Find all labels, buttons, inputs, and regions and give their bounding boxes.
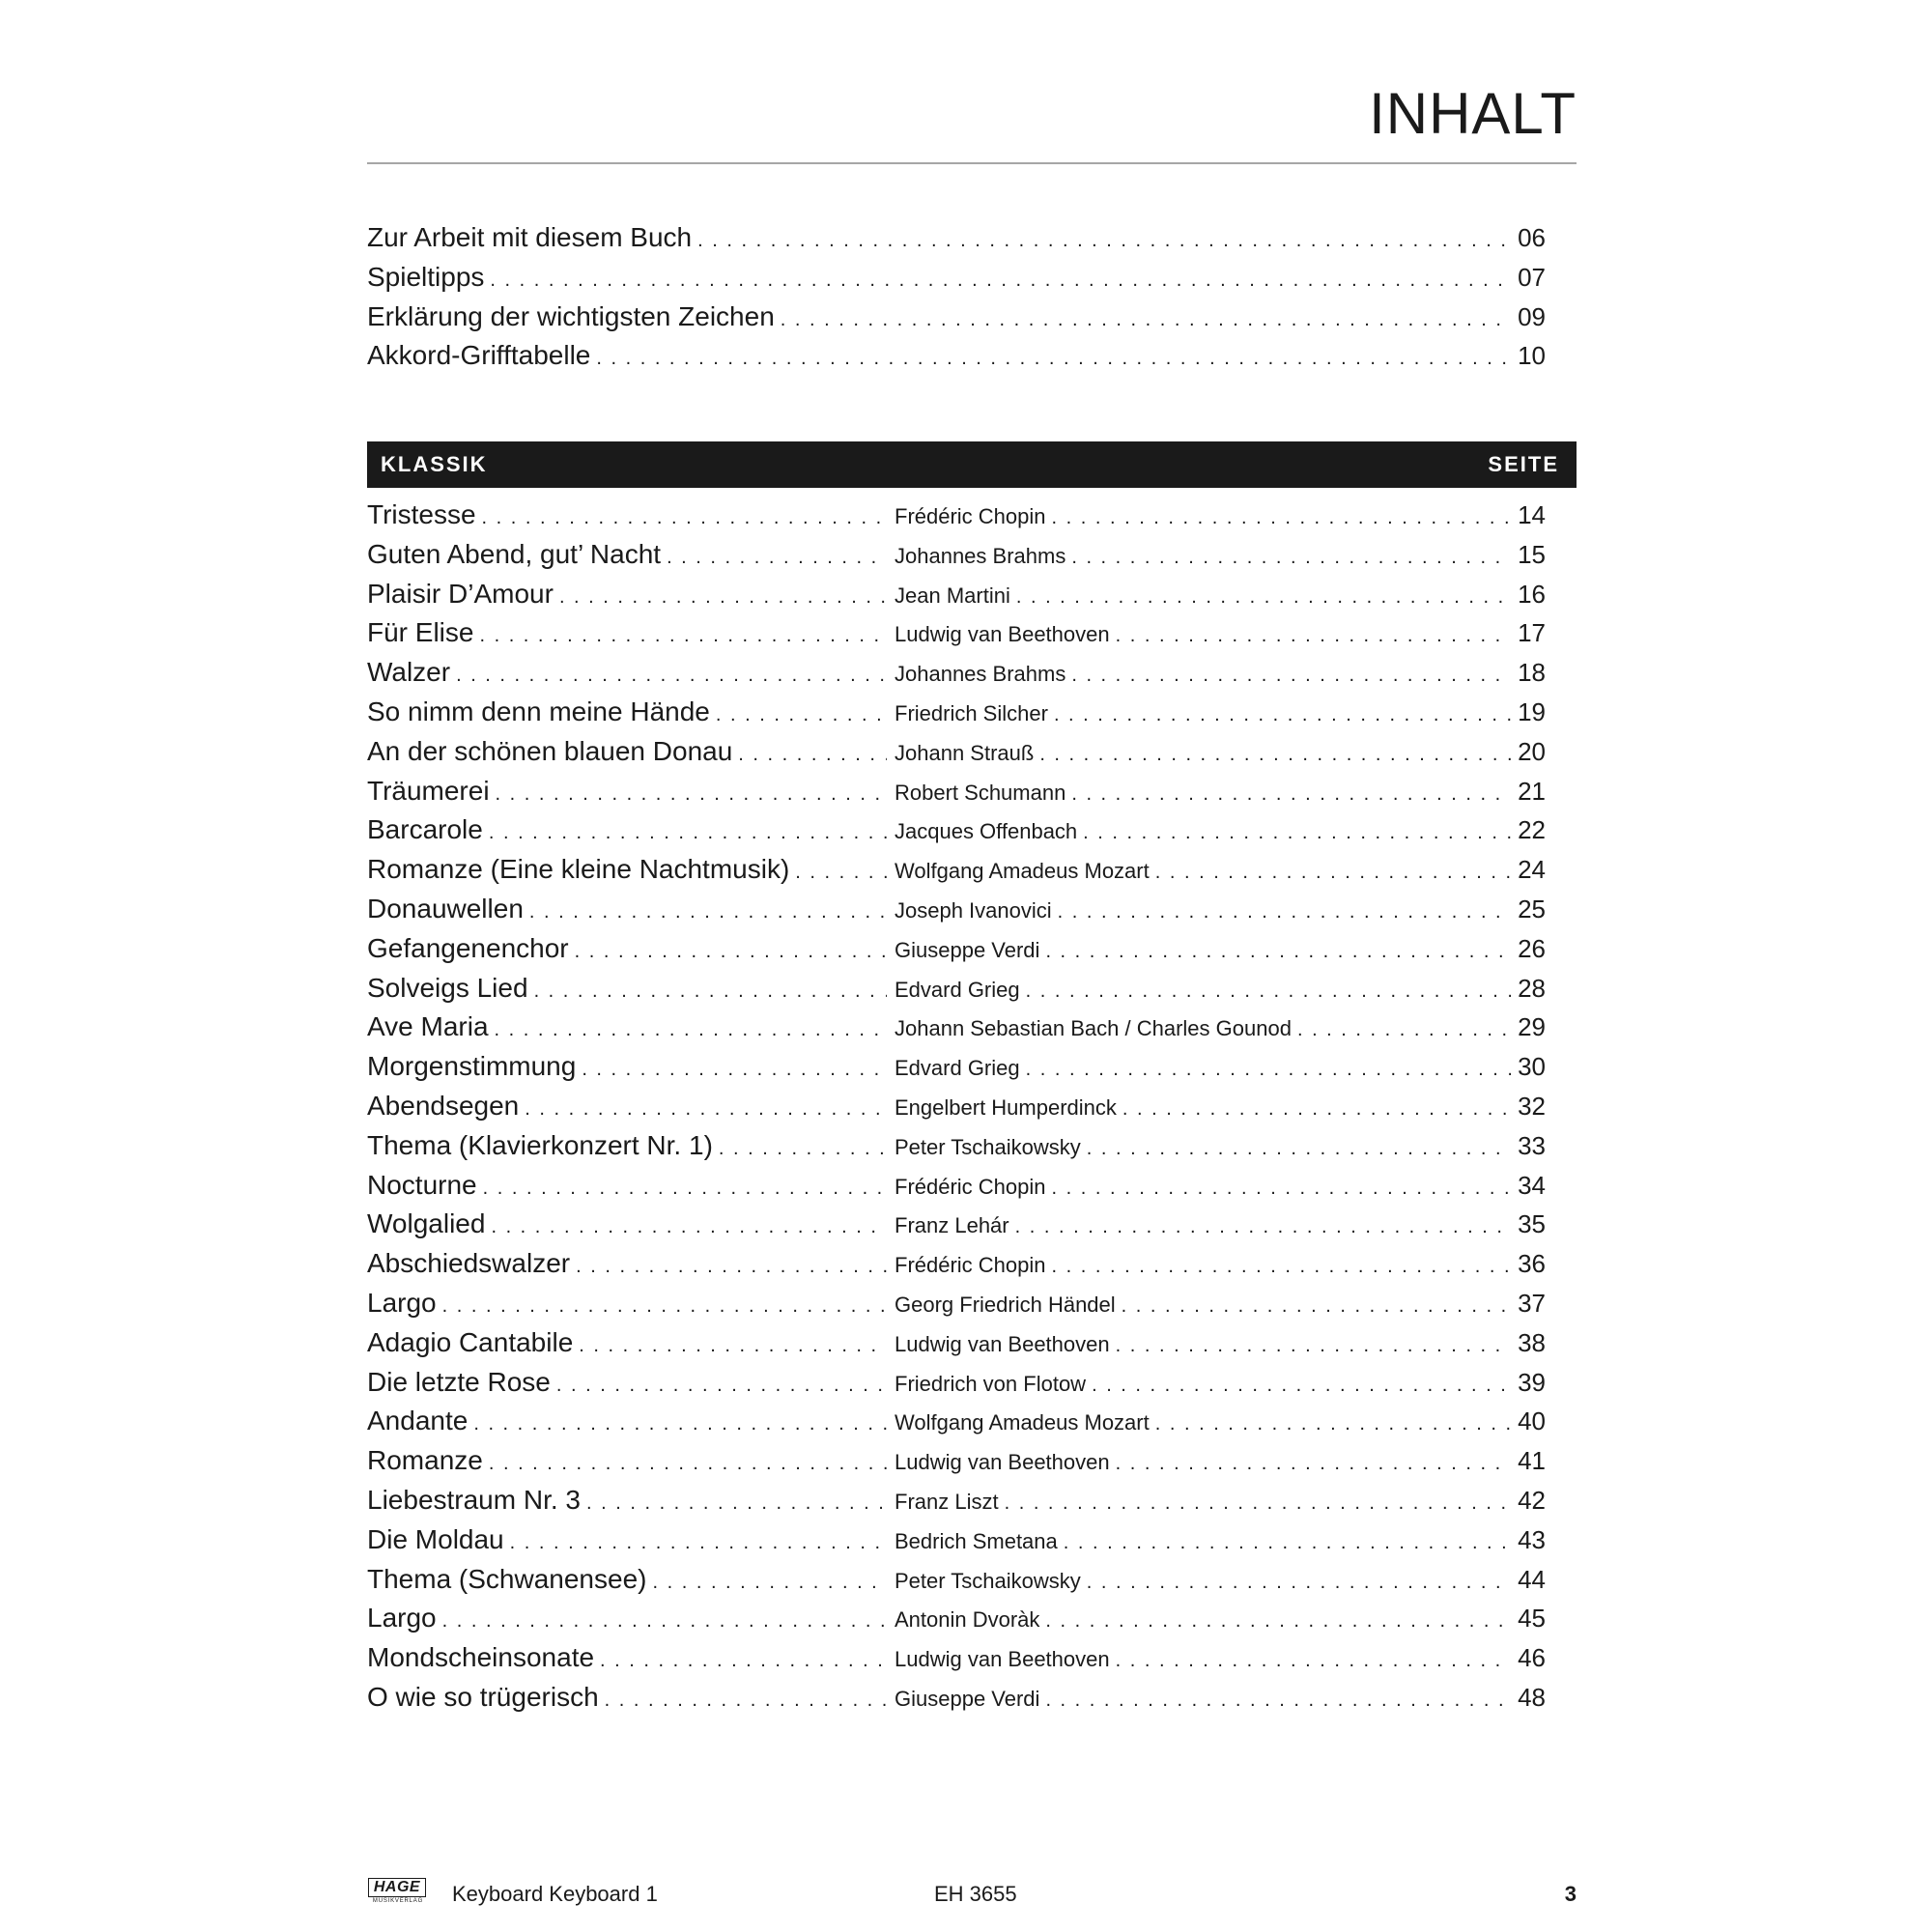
toc-entry-page: 14 [1518,500,1546,529]
toc-entry-page: 24 [1518,855,1546,885]
toc-composer-column [895,1490,1517,1515]
toc-entry-composer: Edvard Grieg [895,1056,1020,1081]
toc-entry-composer: Johann Sebastian Bach / Charles Gounod [895,1016,1292,1041]
dot-leader [1039,744,1511,766]
toc-entry-title: Gefangenenchor [367,932,569,963]
toc-entry-page: 41 [1518,1446,1546,1476]
dot-leader [586,1492,887,1515]
toc-entry [367,1248,1546,1288]
toc-entry-page: 17 [1518,618,1546,648]
toc-entry-composer: Peter Tschaikowsky [895,1134,1081,1159]
section-page-label: SEITE [1488,452,1559,476]
toc-composer-column [895,1647,1517,1672]
toc-entry [367,1288,1546,1327]
toc-entry-page: 26 [1518,933,1546,963]
dot-leader [1064,1532,1511,1554]
toc-entry-page: 07 [1518,262,1546,292]
title-divider [367,162,1577,164]
toc-entry [367,1130,1546,1170]
toc-composer-column [895,1056,1517,1081]
toc-entry-composer: Ludwig van Beethoven [895,622,1110,647]
dot-leader [697,230,1511,252]
dot-leader [1297,1019,1511,1041]
toc-title-column [367,1642,895,1673]
dot-leader [1092,1375,1511,1397]
dot-leader [456,665,887,687]
dot-leader [496,783,887,806]
dot-leader [489,822,887,844]
toc-composer-column [895,741,1517,766]
toc-composer-column [895,781,1517,806]
toc-entry [367,814,1546,854]
toc-entry-title: Liebestraum Nr. 3 [367,1484,581,1515]
toc-title-column [367,1682,895,1713]
toc-entry-composer: Frédéric Chopin [895,1174,1046,1199]
toc-entry-composer: Jacques Offenbach [895,819,1078,844]
toc-entry-composer: Joseph Ivanovici [895,897,1052,923]
dot-leader [1087,1138,1511,1160]
dot-leader [1054,704,1511,726]
dot-leader [559,586,887,609]
dot-leader [534,980,887,1003]
toc-title-column [367,1051,895,1082]
toc-entry-page: 38 [1518,1327,1546,1357]
toc-entry [367,1682,1546,1721]
toc-entry-page: 06 [1518,223,1546,252]
toc-title-column [367,1603,895,1634]
toc-entry [367,657,1546,696]
dot-leader [510,1532,887,1554]
toc-entry-page: 34 [1518,1170,1546,1200]
toc-entry [367,301,1546,341]
toc-entry-page: 44 [1518,1564,1546,1594]
toc-entry-composer: Antonin Dvoràk [895,1607,1040,1633]
toc-title-column [367,1170,895,1201]
toc-entry-composer: Frédéric Chopin [895,504,1046,528]
toc-entry-title: So nimm denn meine Hände [367,696,710,726]
toc-title-column [367,1248,895,1279]
toc-title-column [367,1406,895,1436]
toc-title-column [367,894,895,924]
toc-entry [367,1170,1546,1209]
toc-title-column [367,1564,895,1595]
toc-entry-composer: Franz Liszt [895,1489,999,1514]
dot-leader [1116,1453,1511,1475]
dot-leader [1071,783,1511,806]
dot-leader [1122,1295,1511,1318]
toc-composer-column [895,622,1517,647]
toc-entry-composer: Jean Martini [895,582,1010,608]
toc-title-column [367,814,895,845]
toc-entry-page: 43 [1518,1524,1546,1554]
dot-leader [1015,1216,1511,1238]
toc-entry-composer: Ludwig van Beethoven [895,1331,1110,1356]
toc-entry-page: 21 [1518,776,1546,806]
toc-entry-title: Abschiedswalzer [367,1248,571,1279]
toc-entry-title: Andante [367,1406,469,1436]
dot-leader [495,1019,887,1041]
toc-entry-page: 22 [1518,815,1546,845]
footer-book-title: Keyboard Keyboard 1 [452,1882,658,1906]
toc-composer-column [895,898,1517,923]
toc-title-column [367,657,895,688]
toc-entry-page: 09 [1518,301,1546,331]
toc-entry-page: 40 [1518,1406,1546,1436]
toc-title-column [367,933,895,964]
toc-composer-column [895,1016,1517,1041]
toc-entry [367,1406,1546,1445]
toc-entry-title: Barcarole [367,814,483,845]
toc-entry [367,1445,1546,1485]
dot-leader [491,1216,887,1238]
dot-leader [479,625,887,647]
toc-entry [367,340,1546,380]
toc-composer-column [895,1175,1517,1200]
dot-leader [1071,665,1511,687]
toc-title-column [367,854,895,885]
dot-leader [1005,1492,1511,1515]
toc-entry [367,736,1546,776]
toc-entry-title: Erklärung der wichtigsten Zeichen [367,300,775,331]
toc-title-column [367,1327,895,1358]
toc-entry [367,1485,1546,1524]
toc-title-column [367,1445,895,1476]
toc-composer-column [895,978,1517,1003]
toc-entry-composer: Peter Tschaikowsky [895,1568,1081,1593]
toc-composer-column [895,1095,1517,1121]
toc-entry [367,617,1546,657]
toc-composer-column [895,819,1517,844]
toc-entry [367,499,1546,539]
toc-entry-composer: Johannes Brahms [895,662,1066,687]
toc-entry-composer: Robert Schumann [895,780,1066,805]
toc-entry-composer: Edvard Grieg [895,977,1020,1002]
toc-entry [367,1208,1546,1248]
toc-entry-composer: Wolfgang Amadeus Mozart [895,859,1150,884]
toc-title-column [367,1208,895,1239]
toc-composer-column [895,1293,1517,1318]
toc-composer-column [895,701,1517,726]
dot-leader [1116,1650,1511,1672]
intro-toc-list [367,222,1546,380]
section-label: KLASSIK [381,452,488,476]
toc-composer-column [895,938,1517,963]
page-title: INHALT [1369,81,1577,146]
dot-leader [1045,1610,1511,1633]
toc-title-column [367,579,895,610]
toc-entry-title: Romanze (Eine kleine Nachtmusik) [367,854,790,885]
toc-entry-title: Largo [367,1603,437,1634]
toc-title-column [367,1524,895,1555]
toc-entry-page: 28 [1518,973,1546,1003]
toc-entry-title: Die Moldau [367,1523,504,1554]
toc-entry-title: Träumerei [367,775,490,806]
toc-entry [367,1367,1546,1406]
dot-leader [482,507,887,529]
dot-leader [1045,1690,1511,1712]
section-header-klassik [367,441,1577,488]
toc-entry-title: Spieltipps [367,261,485,292]
dot-leader [596,348,1511,370]
toc-entry-title: Nocturne [367,1169,477,1200]
dot-leader [719,1138,887,1160]
toc-composer-column [895,583,1517,609]
toc-entry-page: 46 [1518,1643,1546,1673]
toc-composer-column [895,1607,1517,1633]
klassik-toc-list [367,499,1546,1721]
toc-entry-page: 35 [1518,1209,1546,1239]
toc-composer-column [895,1332,1517,1357]
toc-title-column [367,1091,895,1122]
toc-title-column [367,1367,895,1398]
dot-leader [1155,862,1511,884]
footer-catalog-code: EH 3655 [934,1882,1017,1906]
dot-leader [1071,547,1511,569]
toc-entry-title: Ave Maria [367,1011,489,1042]
toc-composer-column [895,1135,1517,1160]
dot-leader [667,547,887,569]
dot-leader [1052,1256,1511,1278]
toc-composer-column [895,1529,1517,1554]
toc-composer-column [895,859,1517,884]
toc-entry-composer: Friedrich Silcher [895,700,1048,725]
toc-title-column [367,617,895,648]
dot-leader [576,1256,887,1278]
dot-leader [738,744,887,766]
toc-entry-page: 36 [1518,1249,1546,1279]
toc-entry-page: 42 [1518,1485,1546,1515]
toc-entry-page: 30 [1518,1052,1546,1082]
dot-leader [1052,507,1511,529]
dot-leader [1087,1572,1511,1594]
dot-leader [483,1178,887,1200]
toc-entry [367,1011,1546,1051]
toc-entry-title: Mondscheinsonate [367,1642,595,1673]
toc-entry-title: Abendsegen [367,1090,520,1121]
toc-entry-title: Thema (Schwanensee) [367,1563,647,1594]
toc-entry-page: 25 [1518,894,1546,923]
dot-leader [489,1453,887,1475]
toc-entry-title: Für Elise [367,617,474,648]
toc-entry-title: Adagio Cantabile [367,1326,574,1357]
dot-leader [582,1059,887,1081]
toc-entry-title: Largo [367,1287,437,1318]
dot-leader [716,704,887,726]
toc-entry-page: 16 [1518,579,1546,609]
toc-entry-title: Akkord-Grifftabelle [367,340,591,371]
toc-entry-composer: Johann Strauß [895,740,1035,765]
toc-entry [367,262,1546,301]
toc-entry-title: Zur Arbeit mit diesem Buch [367,222,693,252]
toc-entry [367,1603,1546,1642]
toc-entry-page: 29 [1518,1012,1546,1042]
toc-entry [367,696,1546,736]
dot-leader [1052,1178,1511,1200]
toc-entry [367,1091,1546,1130]
toc-entry-title: Wolgalied [367,1208,486,1239]
toc-entry-title: Morgenstimmung [367,1051,577,1082]
toc-composer-column [895,1450,1517,1475]
dot-leader [579,1335,887,1357]
toc-entry-page: 20 [1518,736,1546,766]
toc-composer-column [895,1569,1517,1594]
toc-entry-title: An der schönen blauen Donau [367,735,733,766]
toc-composer-column [895,1687,1517,1712]
toc-entry-title: Thema (Klavierkonzert Nr. 1) [367,1129,713,1160]
toc-composer-column [895,1253,1517,1278]
dot-leader [525,1098,887,1121]
toc-entry-composer: Frédéric Chopin [895,1253,1046,1278]
toc-entry-title: O wie so trügerisch [367,1681,599,1712]
dot-leader [473,1413,887,1435]
toc-entry-title: Donauwellen [367,893,524,923]
toc-entry [367,1327,1546,1367]
toc-entry-page: 37 [1518,1288,1546,1318]
toc-entry-composer: Georg Friedrich Händel [895,1292,1116,1317]
dot-leader [1026,1059,1511,1081]
toc-entry [367,1564,1546,1604]
toc-entry-page: 18 [1518,658,1546,688]
toc-title-column [367,1288,895,1319]
toc-entry-composer: Ludwig van Beethoven [895,1647,1110,1672]
page-footer [367,1878,1577,1913]
dot-leader [442,1295,887,1318]
dot-leader [1016,586,1511,609]
toc-entry [367,222,1546,262]
toc-entry-title: Die letzte Rose [367,1366,551,1397]
toc-title-column [367,499,895,530]
dot-leader [1116,1335,1511,1357]
toc-entry-composer: Franz Lehár [895,1213,1009,1238]
publisher-logo-word: HAGE [368,1878,426,1897]
dot-leader [1155,1413,1511,1435]
toc-title-column [367,1485,895,1516]
toc-entry-page: 45 [1518,1604,1546,1634]
toc-entry [367,1051,1546,1091]
dot-leader [442,1610,887,1633]
toc-entry [367,894,1546,933]
toc-entry-composer: Ludwig van Beethoven [895,1450,1110,1475]
toc-composer-column [895,1372,1517,1397]
dot-leader [490,270,1511,292]
toc-entry [367,579,1546,618]
dot-leader [1045,941,1511,963]
toc-entry-page: 48 [1518,1682,1546,1712]
toc-entry-page: 33 [1518,1130,1546,1160]
dot-leader [795,862,887,884]
toc-entry-composer: Giuseppe Verdi [895,937,1040,962]
toc-entry-title: Tristesse [367,499,476,529]
toc-entry [367,1524,1546,1564]
toc-title-column [367,1011,895,1042]
toc-entry-page: 39 [1518,1367,1546,1397]
dot-leader [1116,625,1511,647]
publisher-logo-subtext: MUSIKVERLAG [372,1898,424,1904]
toc-entry [367,539,1546,579]
dot-leader [556,1375,887,1397]
footer-page-number: 3 [1564,1882,1577,1906]
toc-title-column [367,1130,895,1161]
dot-leader [600,1650,887,1672]
toc-entry-title: Guten Abend, gut’ Nacht [367,538,662,569]
toc-entry-title: Solveigs Lied [367,972,528,1003]
toc-entry-composer: Giuseppe Verdi [895,1686,1040,1711]
toc-entry-title: Walzer [367,657,451,688]
toc-entry-composer: Wolfgang Amadeus Mozart [895,1410,1150,1435]
toc-entry [367,1642,1546,1682]
toc-entry-composer: Engelbert Humperdinck [895,1094,1117,1120]
dot-leader [605,1690,887,1712]
toc-entry-composer: Bedrich Smetana [895,1528,1058,1553]
toc-composer-column [895,504,1517,529]
dot-leader [529,901,887,923]
toc-entry-page: 15 [1518,539,1546,569]
dot-leader [575,941,887,963]
dot-leader [652,1572,887,1594]
toc-entry [367,776,1546,815]
dot-leader [1026,980,1511,1003]
toc-title-column [367,776,895,807]
dot-leader [781,309,1511,331]
toc-title-column [367,736,895,767]
toc-composer-column [895,1410,1517,1435]
dot-leader [1122,1098,1511,1121]
toc-entry-page: 32 [1518,1091,1546,1121]
toc-entry-composer: Friedrich von Flotow [895,1371,1087,1396]
toc-entry [367,933,1546,973]
toc-entry-page: 19 [1518,696,1546,726]
toc-entry-page: 10 [1518,341,1546,371]
dot-leader [1083,822,1511,844]
toc-composer-column [895,662,1517,687]
toc-title-column [367,539,895,570]
publisher-logo [367,1878,429,1907]
toc-entry [367,973,1546,1012]
toc-entry-composer: Johannes Brahms [895,543,1066,568]
toc-entry-title: Plaisir D’Amour [367,578,554,609]
dot-leader [1058,901,1511,923]
toc-entry-title: Romanze [367,1445,483,1476]
toc-title-column [367,973,895,1004]
toc-entry [367,854,1546,894]
toc-title-column [367,696,895,727]
toc-composer-column [895,1213,1517,1238]
toc-composer-column [895,544,1517,569]
